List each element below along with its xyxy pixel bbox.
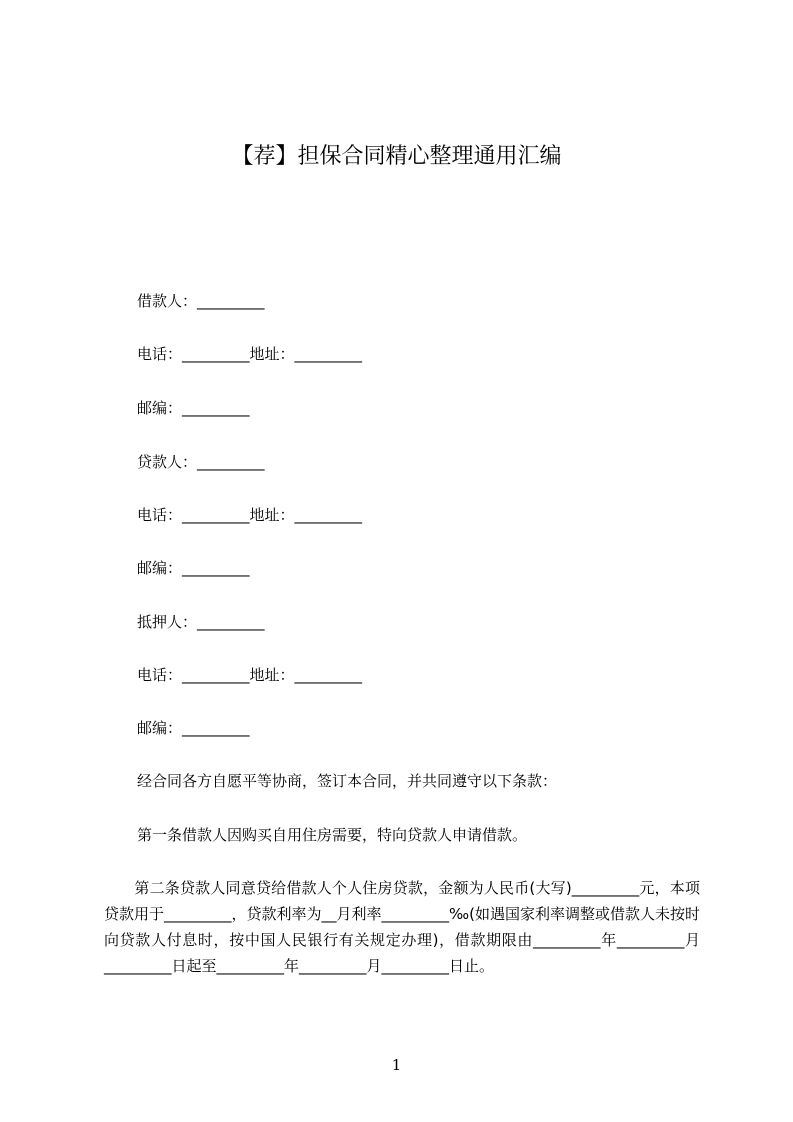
borrower-name-line: 借款人：_________ <box>137 292 265 310</box>
lender-contact-line: 电话：_________地址：_________ <box>137 506 363 524</box>
article-2-paragraph: 第二条贷款人同意贷给借款人个人住房贷款，金额为人民币(大写)_________元，本项贷款用于_________，贷款利率为__月利率_________‰(如遇国家利率调整或借款人未按时向贷款人付息时，按中国人民银行有关规定办理)，借款期限由_________年_________月_________日起至_________年_________月_________日止。 <box>104 879 700 975</box>
article-1-line: 第一条借款人因购买自用住房需要，特向贷款人申请借款。 <box>137 826 528 844</box>
mortgagor-postcode-line: 邮编：_________ <box>137 719 250 737</box>
page-number: 1 <box>391 1056 402 1074</box>
borrower-contact-line: 电话：_________地址：_________ <box>137 345 363 363</box>
mortgagor-name-line: 抵押人：_________ <box>137 613 265 631</box>
lender-name-line: 贷款人：_________ <box>137 453 265 471</box>
mortgagor-contact-line: 电话：_________地址：_________ <box>137 666 363 684</box>
borrower-postcode-line: 邮编：_________ <box>137 399 250 417</box>
lender-postcode-line: 邮编：_________ <box>137 559 250 577</box>
document-title: 【荐】担保合同精心整理通用汇编 <box>231 144 562 169</box>
preamble-line: 经合同各方自愿平等协商，签订本合同，并共同遵守以下条款： <box>137 772 558 790</box>
